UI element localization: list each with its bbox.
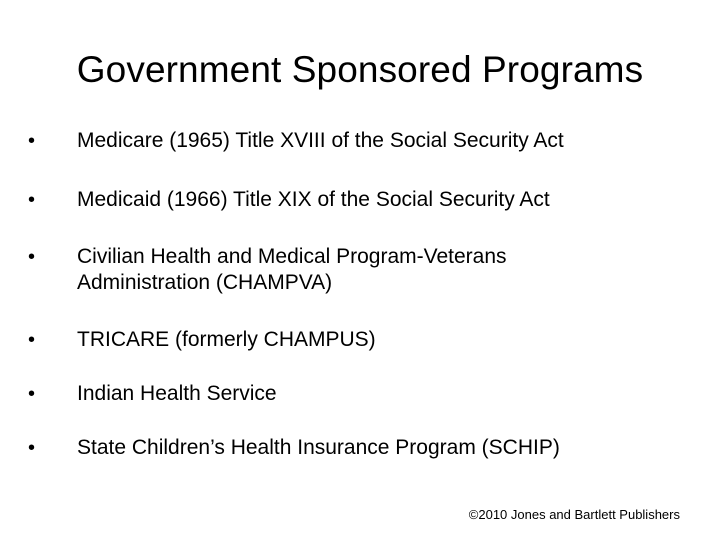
bullet-dot-icon: • <box>28 189 36 211</box>
copyright-footer: ©2010 Jones and Bartlett Publishers <box>468 507 680 522</box>
bullet-text-tricare: TRICARE (formerly CHAMPUS) <box>77 328 376 351</box>
bullet-dot-icon: • <box>28 130 36 152</box>
bullet-dot-icon: • <box>28 329 36 351</box>
bullet-text-medicaid: Medicaid (1966) Title XIX of the Social Security Act <box>77 188 550 211</box>
bullet-text-medicare: Medicare (1965) Title XVIII of the Social Security Act <box>77 129 564 152</box>
bullet-text-indian-health: Indian Health Service <box>77 382 277 405</box>
bullet-text-champva: Civilian Health and Medical Program-Veterans Administration (CHAMPVA) <box>77 245 507 294</box>
bullet-dot-icon: • <box>28 437 36 459</box>
bullet-dot-icon: • <box>28 383 36 405</box>
bullet-dot-icon: • <box>28 246 36 268</box>
slide-title: Government Sponsored Programs <box>76 49 644 90</box>
bullet-text-schip: State Children’s Health Insurance Program (SCHIP) <box>77 436 560 459</box>
